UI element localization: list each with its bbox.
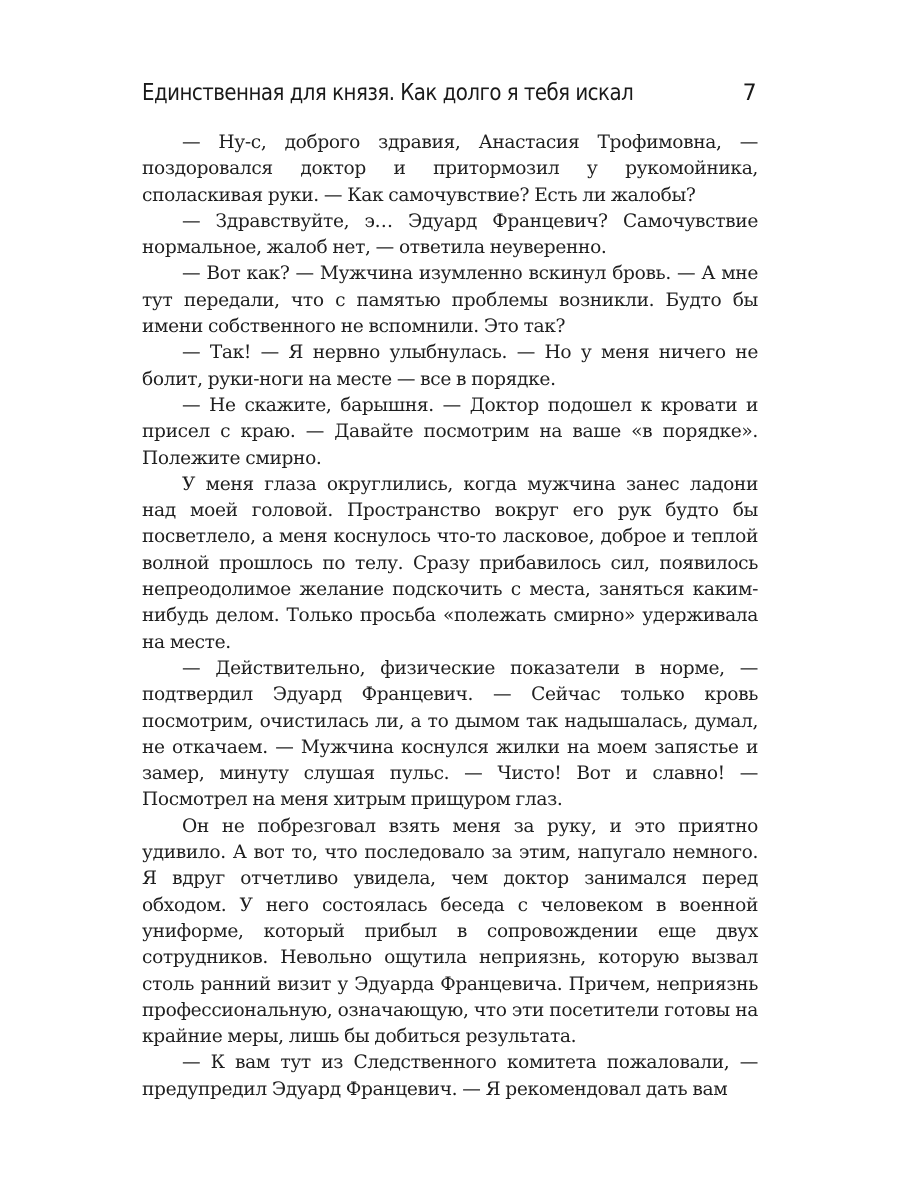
paragraph: У меня глаза округлились, когда мужчина занес ладони над моей головой. Пространство вокруг его рук будто бы посветлело, а меня коснулось что-то ласковое, доброе и теплой волной прошлось по телу. Сразу прибавилось сил, появилось непреодолимое желание подскочить с места, заняться каким-нибудь делом. Только просьба «полежать смирно» удерживала на месте. [142,473,758,653]
paragraph: — Ну-с, доброго здравия, Анастасия Трофимовна, — поздоровался доктор и притормозил у рукомойника, споласкивая руки. — Как самочувствие? Есть ли жалобы? [142,132,758,206]
paragraph: — Так! — Я нервно улыбнулась. — Но у меня ничего не болит, руки-ноги на месте — все в порядке. [142,342,758,390]
paragraph-last: — К вам тут из Следственного комитета пожаловали, — предупредил Эдуард Францевич. — Я рекомендовал дать вам [142,1052,758,1100]
body-text [142,130,758,1103]
page-number: 7 [742,81,756,106]
paragraph: — Здравствуйте, э… Эдуард Францевич? Самочувствие нормальное, жалоб нет, — ответила неуверенно. [142,210,758,259]
paragraph: Он не побрезговал взять меня за руку, и это приятно удивило. А вот то, что последовало за этим, напугало немного. Я вдруг отчетливо увидела, чем доктор занимался перед обходом. У него состоялась беседа с человеком в военной униформе, который прибыл в сопровождении еще двух сотрудников. Невольно ощутила неприязнь, которую вызвал столь ранний визит у Эдуарда Францевича. Причем, неприязнь профессиональную, означающую, что эти посетители готовы на крайние меры, лишь бы добиться результата. [142,815,758,1048]
book-title: Единственная для князя. Как долго я тебя искал [142,80,634,106]
paragraph: — Вот как? — Мужчина изумленно вскинул бровь. — А мне тут передали, что с памятью проблемы возникли. Будто бы имени собственного не вспомнили. Это так? [142,263,758,338]
paragraph: — Действительно, физические показатели в норме, — подтвердил Эдуард Францевич. — Сейчас только кровь посмотрим, очистилась ли, а то дымом так надышалась, думал, не откачаем. — Мужчина коснулся жилки на моем запястье и замер, минуту слушая пульс. — Чисто! Вот и славно! — Посмотрел на меня хитрым прищуром глаз. [142,657,758,811]
running-header [142,80,758,114]
paragraph: — Не скажите, барышня. — Доктор подошел к кровати и присел с краю. — Давайте посмотрим на ваше «в порядке». Полежите смирно. [142,394,758,469]
